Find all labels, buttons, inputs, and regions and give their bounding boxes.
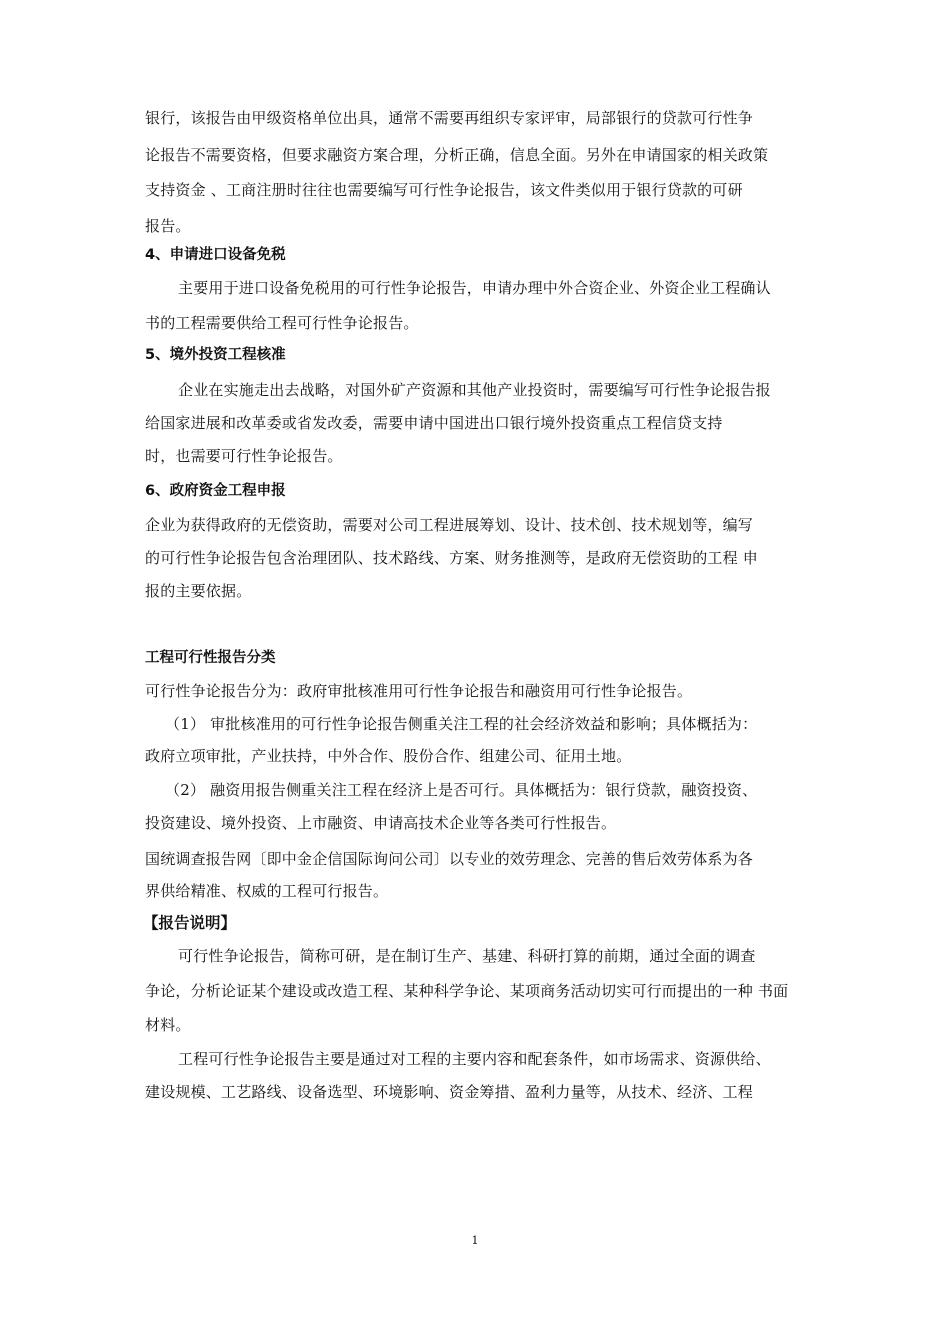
text-line: 银行，该报告由甲级资格单位出具，通常不需要再组织专家评审，局部银行的贷款可行性争 bbox=[145, 109, 754, 127]
text-line: 报的主要依据。 bbox=[145, 582, 252, 600]
text-line: 报告。 bbox=[145, 217, 191, 235]
text-line: （1） 审批核准用的可行性争论报告侧重关注工程的社会经济效益和影响；具体概括为： bbox=[165, 715, 758, 733]
page-number: 1 bbox=[471, 1234, 479, 1247]
text-line: 的可行性争论报告包含治理团队、技术路线、方案、财务推测等，是政府无偿资助的工程 申 bbox=[145, 549, 758, 567]
text-line: 企业为获得政府的无偿资助，需要对公司工程进展筹划、设计、技术创、技术规划等，编写 bbox=[145, 516, 754, 534]
section-heading: 5、境外投资工程核准 bbox=[145, 347, 286, 363]
text-line: 可行性争论报告分为：政府审批核准用可行性争论报告和融资用可行性争论报告。 bbox=[145, 682, 693, 700]
text-line: 材料。 bbox=[145, 1016, 191, 1034]
text-line: 主要用于进口设备免税用的可行性争论报告，申请办理中外合资企业、外资企业工程确认 bbox=[178, 279, 771, 297]
text-line: 投资建设、境外投资、上市融资、申请高技术企业等各类可行性报告。 bbox=[145, 814, 617, 832]
text-line: 书的工程需要供给工程可行性争论报告。 bbox=[145, 314, 419, 332]
text-line: 建设规模、工艺路线、设备选型、环境影响、资金筹措、盈利力量等，从技术、经济、工程 bbox=[145, 1083, 754, 1101]
section-heading: 4、申请进口设备免税 bbox=[145, 247, 286, 263]
text-line: 给国家进展和改革委或省发改委，需要申请中国进出口银行境外投资重点工程信贷支持 bbox=[145, 414, 723, 432]
section-heading: 【报告说明】 bbox=[143, 914, 237, 932]
section-heading: 6、政府资金工程申报 bbox=[145, 483, 286, 499]
text-line: 界供给精准、权威的工程可行报告。 bbox=[145, 882, 389, 900]
text-line: 论报告不需要资格，但要求融资方案合理，分析正确，信息全面。另外在申请国家的相关政策 bbox=[145, 146, 769, 164]
text-line: 时，也需要可行性争论报告。 bbox=[145, 447, 343, 465]
text-line: 工程可行性争论报告主要是通过对工程的主要内容和配套条件，如市场需求、资源供给、 bbox=[178, 1050, 771, 1068]
text-line: 企业在实施走出去战略，对国外矿产资源和其他产业投资时，需要编写可行性争论报告报 bbox=[178, 381, 771, 399]
text-line: （2） 融资用报告侧重关注工程在经济上是否可行。具体概括为：银行贷款，融资投资、 bbox=[165, 781, 758, 799]
text-line: 国统调查报告网〔即中金企信国际询问公司〕以专业的效劳理念、完善的售后效劳体系为各 bbox=[145, 850, 754, 868]
text-line: 支持资金 、工商注册时往往也需要编写可行性争论报告，该文件类似用于银行贷款的可研 bbox=[145, 181, 743, 199]
section-heading: 工程可行性报告分类 bbox=[145, 650, 276, 666]
text-line: 争论，分析论证某个建设或改造工程、某种科学争论、某项商务活动切实可行而提出的一种 书面 bbox=[145, 982, 789, 1000]
text-line: 可行性争论报告，简称可研，是在制订生产、基建、科研打算的前期，通过全面的调查 bbox=[178, 947, 756, 965]
text-line: 政府立项审批，产业扶持，中外合作、股份合作、组建公司、征用土地。 bbox=[145, 747, 632, 765]
